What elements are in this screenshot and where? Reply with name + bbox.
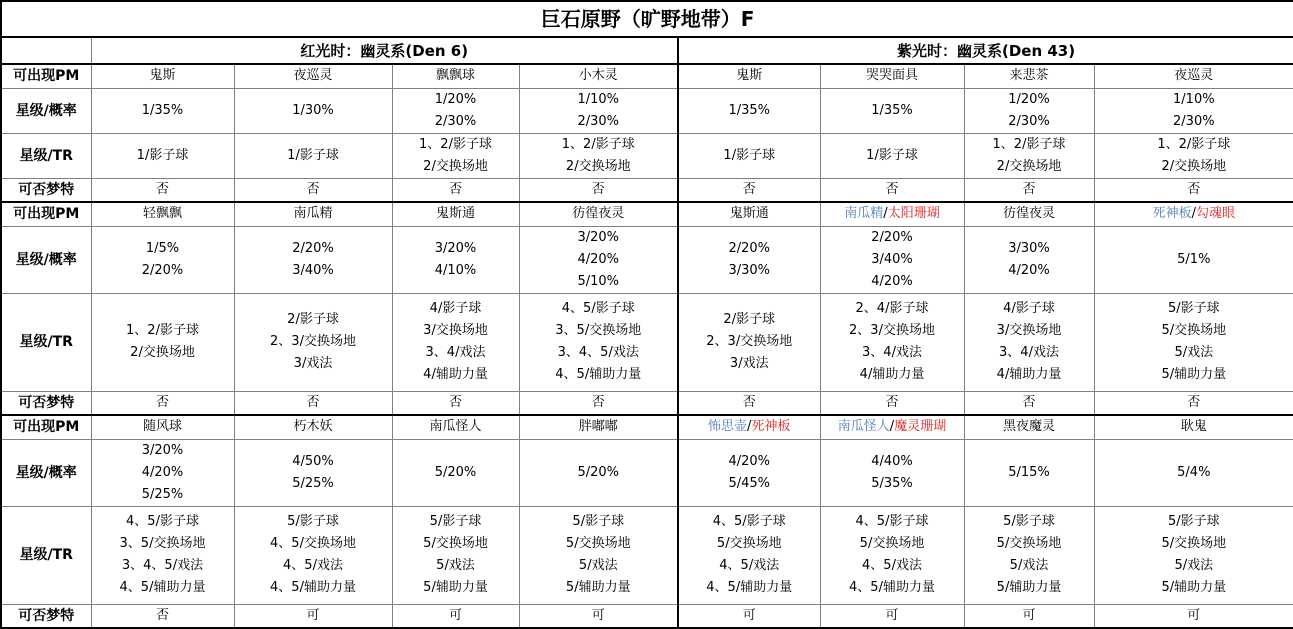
- tr-cell: [91, 506, 234, 604]
- pokemon-name: 勾魂眼: [1196, 206, 1235, 221]
- gmax-cell: 可: [964, 604, 1094, 628]
- pokemon-name: 小木灵: [579, 68, 618, 83]
- tr-line: 4、5/辅助力量: [235, 577, 392, 599]
- tr-line: 1、2/影子球: [92, 320, 234, 342]
- tr-line: 1/影子球: [235, 145, 392, 167]
- tr-line: 4、5/影子球: [679, 511, 820, 533]
- rate-cell: [91, 226, 234, 293]
- pokemon-cell: [820, 64, 964, 88]
- gmax-cell: 否: [519, 178, 678, 202]
- rate-cell: [678, 439, 820, 506]
- rate-line: 2/20%: [821, 227, 964, 249]
- rate-cell: [1094, 226, 1293, 293]
- pokemon-cell: [234, 415, 392, 439]
- pokemon-name: 耿鬼: [1181, 419, 1207, 434]
- tr-line: 4、5/辅助力量: [679, 577, 820, 599]
- pokemon-cell: [392, 202, 519, 226]
- rate-line: 5/25%: [235, 473, 392, 495]
- tr-line: 5/辅助力量: [520, 577, 678, 599]
- pokemon-name: 死神板: [751, 419, 790, 434]
- tr-line: 3/戏法: [235, 353, 392, 375]
- row-label-tr: 星级/TR: [1, 133, 91, 178]
- rate-line: 1/35%: [821, 100, 964, 122]
- corner-cell: [1, 37, 91, 64]
- tr-line: 2/影子球: [235, 309, 392, 331]
- rate-line: 5/4%: [1095, 462, 1293, 484]
- tr-line: 5/影子球: [965, 511, 1094, 533]
- table-row: [1, 506, 1293, 604]
- pokemon-name: 鬼斯通: [436, 206, 475, 221]
- rate-line: 3/40%: [821, 249, 964, 271]
- tr-line: 4、5/辅助力量: [92, 577, 234, 599]
- pokemon-cell: [519, 202, 678, 226]
- tr-cell: [392, 133, 519, 178]
- tr-cell: [519, 506, 678, 604]
- tr-line: 3/交换场地: [965, 320, 1094, 342]
- tr-line: 2/交换场地: [1095, 156, 1293, 178]
- rate-line: 2/30%: [520, 111, 678, 133]
- pokemon-cell: [1094, 64, 1293, 88]
- tr-cell: [964, 133, 1094, 178]
- rate-line: 4/10%: [393, 260, 519, 282]
- pokemon-cell: [392, 415, 519, 439]
- tr-cell: [519, 293, 678, 391]
- rate-cell: [519, 439, 678, 506]
- tr-line: 3/交换场地: [393, 320, 519, 342]
- tr-line: 5/辅助力量: [1095, 364, 1293, 386]
- pokemon-cell: [519, 64, 678, 88]
- tr-line: 5/戏法: [1095, 555, 1293, 577]
- pokemon-name: 夜巡灵: [293, 68, 332, 83]
- tr-line: 3、5/交换场地: [520, 320, 678, 342]
- tr-cell: [392, 506, 519, 604]
- pokemon-cell: [964, 202, 1094, 226]
- gmax-cell: 可: [678, 604, 820, 628]
- rate-line: 2/20%: [92, 260, 234, 282]
- pokemon-name: 黑夜魔灵: [1003, 419, 1055, 434]
- tr-line: 5/辅助力量: [965, 577, 1094, 599]
- tr-line: 3、4/戏法: [965, 342, 1094, 364]
- tr-line: 1、2/影子球: [520, 134, 678, 156]
- pokemon-name: 怖思壶: [708, 419, 747, 434]
- tr-line: 1/影子球: [679, 145, 820, 167]
- rate-cell: [678, 226, 820, 293]
- pokemon-name: 魔灵珊瑚: [894, 419, 946, 434]
- rate-cell: [820, 439, 964, 506]
- rate-line: 3/20%: [92, 440, 234, 462]
- tr-line: 4/辅助力量: [393, 364, 519, 386]
- pokemon-name: /: [1192, 206, 1196, 221]
- rate-cell: [964, 439, 1094, 506]
- rate-cell: [519, 226, 678, 293]
- tr-line: 3、4/戏法: [393, 342, 519, 364]
- row-label-rate: 星级/概率: [1, 88, 91, 133]
- tr-line: 4、5/戏法: [235, 555, 392, 577]
- rate-line: 4/20%: [965, 260, 1094, 282]
- rate-cell: [820, 226, 964, 293]
- tr-line: 5/影子球: [393, 511, 519, 533]
- tr-line: 1、2/影子球: [1095, 134, 1293, 156]
- gmax-cell: 否: [91, 178, 234, 202]
- rate-line: 1/10%: [1095, 89, 1293, 111]
- tr-cell: [91, 133, 234, 178]
- gmax-cell: 否: [964, 178, 1094, 202]
- pokemon-cell: [964, 415, 1094, 439]
- tr-line: 1、2/影子球: [393, 134, 519, 156]
- pokemon-cell: [678, 64, 820, 88]
- rate-line: 3/30%: [965, 238, 1094, 260]
- tr-line: 3/戏法: [679, 353, 820, 375]
- pokemon-name: 飘飘球: [436, 68, 475, 83]
- rate-line: 4/50%: [235, 451, 392, 473]
- rate-line: 2/20%: [235, 238, 392, 260]
- tr-cell: [678, 506, 820, 604]
- tr-cell: [234, 293, 392, 391]
- gmax-cell: 可: [234, 604, 392, 628]
- gmax-cell: 可: [820, 604, 964, 628]
- pokemon-cell: [678, 415, 820, 439]
- tr-cell: [234, 133, 392, 178]
- rate-line: 4/20%: [92, 462, 234, 484]
- rate-line: 1/30%: [235, 100, 392, 122]
- gmax-cell: 可: [519, 604, 678, 628]
- rate-cell: [820, 88, 964, 133]
- rate-line: 5/35%: [821, 473, 964, 495]
- gmax-cell: 否: [234, 178, 392, 202]
- tr-line: 5/交换场地: [520, 533, 678, 555]
- den-header-red: 红光时：幽灵系(Den 6): [91, 37, 678, 64]
- rate-cell: [91, 439, 234, 506]
- tr-line: 3、4/戏法: [821, 342, 964, 364]
- row-label-rate: 星级/概率: [1, 439, 91, 506]
- tr-line: 4、5/辅助力量: [520, 364, 678, 386]
- gmax-cell: 否: [820, 178, 964, 202]
- pokemon-name: /: [890, 419, 894, 434]
- tr-line: 1/影子球: [821, 145, 964, 167]
- tr-line: 4、5/戏法: [679, 555, 820, 577]
- tr-line: 2、3/交换场地: [679, 331, 820, 353]
- tr-cell: [1094, 293, 1293, 391]
- table-row: [1, 439, 1293, 506]
- gmax-cell: 否: [1094, 178, 1293, 202]
- den-header-purple: 紫光时：幽灵系(Den 43): [678, 37, 1293, 64]
- tr-line: 2、3/交换场地: [821, 320, 964, 342]
- pokemon-name: 夜巡灵: [1174, 68, 1213, 83]
- tr-line: 3、4、5/戏法: [92, 555, 234, 577]
- tr-line: 5/交换场地: [965, 533, 1094, 555]
- rate-line: 5/20%: [520, 462, 678, 484]
- pokemon-name: 鬼斯通: [730, 206, 769, 221]
- pokemon-cell: [678, 202, 820, 226]
- pokemon-cell: [91, 202, 234, 226]
- tr-cell: [1094, 506, 1293, 604]
- tr-line: 5/交换场地: [1095, 533, 1293, 555]
- pokemon-cell: [1094, 202, 1293, 226]
- tr-cell: [964, 293, 1094, 391]
- tr-line: 5/交换场地: [821, 533, 964, 555]
- rate-cell: [678, 88, 820, 133]
- tr-line: 5/戏法: [1095, 342, 1293, 364]
- tr-cell: [1094, 133, 1293, 178]
- tr-line: 4、5/戏法: [821, 555, 964, 577]
- pokemon-name: 鬼斯: [149, 68, 175, 83]
- rate-line: 2/30%: [965, 111, 1094, 133]
- tr-line: 5/交换场地: [679, 533, 820, 555]
- tr-cell: [91, 293, 234, 391]
- rate-line: 3/40%: [235, 260, 392, 282]
- rate-line: 1/35%: [92, 100, 234, 122]
- rate-line: 1/20%: [393, 89, 519, 111]
- pokemon-cell: [234, 64, 392, 88]
- tr-line: 2、3/交换场地: [235, 331, 392, 353]
- rate-line: 4/40%: [821, 451, 964, 473]
- pokemon-name: 胖嘟嘟: [579, 419, 618, 434]
- gmax-cell: 可: [1094, 604, 1293, 628]
- row-label-pm: 可出现PM: [1, 64, 91, 88]
- gmax-cell: 否: [678, 391, 820, 415]
- table-row: [1, 202, 1293, 226]
- tr-line: 5/戏法: [520, 555, 678, 577]
- rate-line: 3/20%: [520, 227, 678, 249]
- pokemon-name: 来悲茶: [1009, 68, 1048, 83]
- rate-line: 1/20%: [965, 89, 1094, 111]
- tr-line: 4、5/辅助力量: [821, 577, 964, 599]
- tr-cell: [964, 506, 1094, 604]
- tr-cell: [820, 293, 964, 391]
- tr-cell: [392, 293, 519, 391]
- pokemon-name: 死神板: [1153, 206, 1192, 221]
- gmax-cell: 否: [1094, 391, 1293, 415]
- row-label-pm: 可出现PM: [1, 415, 91, 439]
- tr-cell: [820, 133, 964, 178]
- gmax-cell: 否: [392, 391, 519, 415]
- pokemon-cell: [1094, 415, 1293, 439]
- pokemon-name: /: [747, 419, 751, 434]
- table-row: [1, 226, 1293, 293]
- tr-line: 4、5/影子球: [821, 511, 964, 533]
- tr-line: 4、5/影子球: [520, 298, 678, 320]
- pokemon-name: 轻飘飘: [143, 206, 182, 221]
- tr-line: 5/影子球: [1095, 511, 1293, 533]
- tr-line: 5/戏法: [393, 555, 519, 577]
- table-row: [1, 415, 1293, 439]
- tr-line: 2/交换场地: [965, 156, 1094, 178]
- pokemon-cell: [820, 202, 964, 226]
- tr-line: 4/辅助力量: [965, 364, 1094, 386]
- pokemon-name: 鬼斯: [736, 68, 762, 83]
- pokemon-name: 彷徨夜灵: [1003, 206, 1055, 221]
- rate-line: 4/20%: [520, 249, 678, 271]
- rate-cell: [234, 439, 392, 506]
- pokemon-name: /: [883, 206, 887, 221]
- gmax-cell: 可: [392, 604, 519, 628]
- rate-cell: [519, 88, 678, 133]
- rate-cell: [964, 226, 1094, 293]
- rate-cell: [91, 88, 234, 133]
- tr-cell: [820, 506, 964, 604]
- tr-line: 4、5/交换场地: [235, 533, 392, 555]
- tr-line: 5/影子球: [520, 511, 678, 533]
- tr-cell: [519, 133, 678, 178]
- page-title: 巨石原野（旷野地带）F: [1, 1, 1293, 37]
- tr-line: 5/影子球: [235, 511, 392, 533]
- tr-line: 4/影子球: [965, 298, 1094, 320]
- tr-line: 2、4/影子球: [821, 298, 964, 320]
- rate-line: 1/5%: [92, 238, 234, 260]
- pokemon-cell: [234, 202, 392, 226]
- pokemon-name: 哭哭面具: [866, 68, 918, 83]
- pokemon-name: 南瓜精: [844, 206, 883, 221]
- tr-line: 5/交换场地: [1095, 320, 1293, 342]
- tr-line: 1/影子球: [92, 145, 234, 167]
- gmax-cell: 否: [519, 391, 678, 415]
- rate-line: 5/15%: [965, 462, 1094, 484]
- tr-line: 2/影子球: [679, 309, 820, 331]
- pokemon-name: 太阳珊瑚: [888, 206, 940, 221]
- rate-cell: [392, 226, 519, 293]
- gmax-cell: 否: [91, 391, 234, 415]
- gmax-cell: 否: [91, 604, 234, 628]
- row-label-pm: 可出现PM: [1, 202, 91, 226]
- pokemon-name: 南瓜怪人: [429, 419, 481, 434]
- table-row: [1, 64, 1293, 88]
- gmax-cell: 否: [392, 178, 519, 202]
- tr-cell: [678, 293, 820, 391]
- pokemon-cell: [392, 64, 519, 88]
- pokemon-cell: [91, 415, 234, 439]
- rate-cell: [392, 439, 519, 506]
- tr-line: 2/交换场地: [92, 342, 234, 364]
- pokemon-name: 朽木妖: [293, 419, 332, 434]
- rate-line: 2/30%: [1095, 111, 1293, 133]
- rate-line: 5/45%: [679, 473, 820, 495]
- table-row: [1, 178, 1293, 202]
- rate-line: 4/20%: [679, 451, 820, 473]
- tr-line: 4/辅助力量: [821, 364, 964, 386]
- rate-line: 3/20%: [393, 238, 519, 260]
- pokemon-name: 南瓜怪人: [838, 419, 890, 434]
- gmax-cell: 否: [234, 391, 392, 415]
- row-label-tr: 星级/TR: [1, 506, 91, 604]
- tr-line: 5/辅助力量: [393, 577, 519, 599]
- tr-line: 2/交换场地: [393, 156, 519, 178]
- gmax-cell: 否: [820, 391, 964, 415]
- tr-line: 5/交换场地: [393, 533, 519, 555]
- rate-cell: [1094, 88, 1293, 133]
- tr-line: 5/辅助力量: [1095, 577, 1293, 599]
- tr-cell: [234, 506, 392, 604]
- tr-line: 5/戏法: [965, 555, 1094, 577]
- gmax-cell: 否: [678, 178, 820, 202]
- tr-line: 3、4、5/戏法: [520, 342, 678, 364]
- row-label-gmax: 可否梦特: [1, 391, 91, 415]
- rate-cell: [234, 88, 392, 133]
- tr-line: 4、5/影子球: [92, 511, 234, 533]
- rate-line: 1/10%: [520, 89, 678, 111]
- table-row: [1, 88, 1293, 133]
- rate-cell: [1094, 439, 1293, 506]
- pokemon-cell: [519, 415, 678, 439]
- tr-line: 3、5/交换场地: [92, 533, 234, 555]
- rate-cell: [964, 88, 1094, 133]
- tr-cell: [678, 133, 820, 178]
- tr-line: 4/影子球: [393, 298, 519, 320]
- row-label-gmax: 可否梦特: [1, 178, 91, 202]
- tr-line: 5/影子球: [1095, 298, 1293, 320]
- tr-line: 1、2/影子球: [965, 134, 1094, 156]
- table-row: [1, 293, 1293, 391]
- table-row: [1, 133, 1293, 178]
- table-row: [1, 391, 1293, 415]
- pokemon-name: 彷徨夜灵: [572, 206, 624, 221]
- pokemon-name: 南瓜精: [293, 206, 332, 221]
- rate-line: 4/20%: [821, 271, 964, 293]
- rate-cell: [392, 88, 519, 133]
- rate-line: 5/1%: [1095, 249, 1293, 271]
- gmax-cell: 否: [964, 391, 1094, 415]
- pokemon-name: 随风球: [143, 419, 182, 434]
- rate-cell: [234, 226, 392, 293]
- rate-line: 1/35%: [679, 100, 820, 122]
- rate-line: 5/25%: [92, 484, 234, 506]
- rate-line: 5/10%: [520, 271, 678, 293]
- pokemon-cell: [820, 415, 964, 439]
- rate-line: 2/20%: [679, 238, 820, 260]
- row-label-rate: 星级/概率: [1, 226, 91, 293]
- rate-line: 3/30%: [679, 260, 820, 282]
- row-label-gmax: 可否梦特: [1, 604, 91, 628]
- rate-line: 5/20%: [393, 462, 519, 484]
- rate-line: 2/30%: [393, 111, 519, 133]
- pokemon-cell: [91, 64, 234, 88]
- tr-line: 2/交换场地: [520, 156, 678, 178]
- pokemon-cell: [964, 64, 1094, 88]
- row-label-tr: 星级/TR: [1, 293, 91, 391]
